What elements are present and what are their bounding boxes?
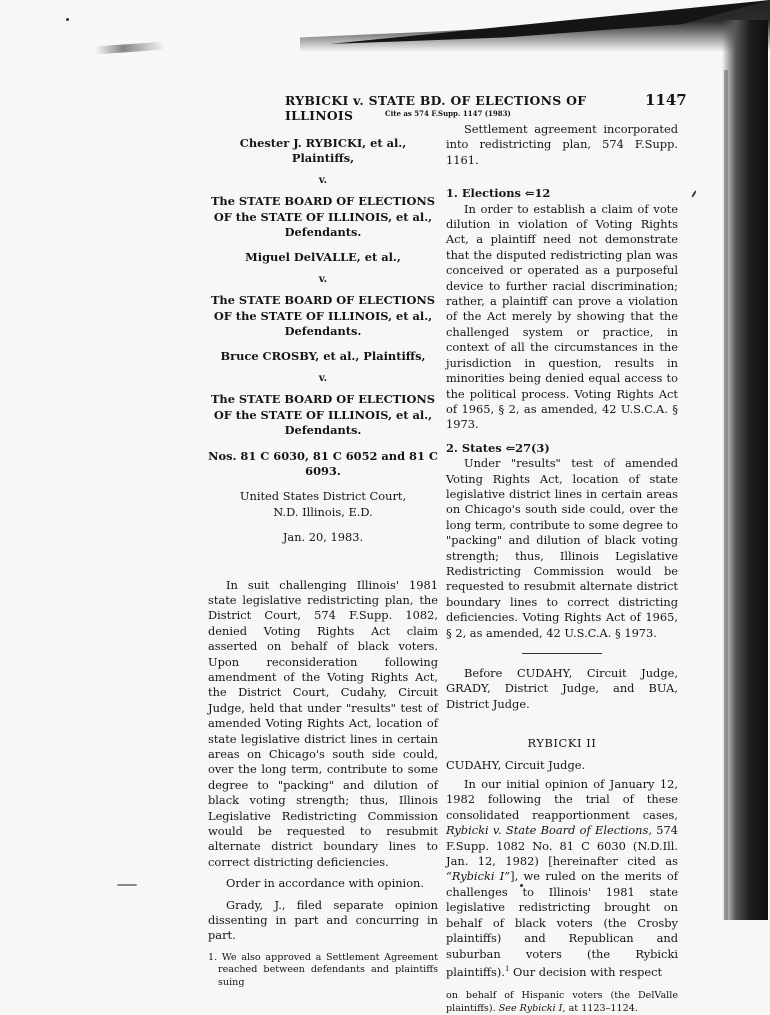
- headnote-label: 1. Elections ⇐12: [446, 186, 551, 201]
- footnote-1-continued: on behalf of Hispanic voters (the DelValle plaintiffs). See Rybicki I, at 1123–1124.: [446, 990, 678, 1014]
- opinion-title: RYBICKI II: [527, 736, 597, 751]
- running-head: RYBICKI v. STATE BD. OF ELECTIONS OF ILLINOIS: [285, 93, 587, 123]
- panel-judges: Before CUDAHY, Circuit Judge, GRADY, District Judge, and BUA, District Judge.: [446, 666, 678, 711]
- versus: v.: [318, 372, 328, 384]
- plaintiff-name: Chester J. RYBICKI, et al., Plaintiffs,: [239, 136, 407, 166]
- short-cite: “Rybicki I”: [446, 869, 511, 884]
- opinion-author: CUDAHY, Circuit Judge.: [446, 757, 586, 772]
- case-name: Rybicki v. State Board of Elections,: [446, 823, 652, 838]
- syllabus-settlement: Settlement agreement incorporated into redistricting plan, 574 F.Supp. 1161.: [446, 122, 678, 167]
- versus: v.: [318, 273, 328, 285]
- footnote-1-start: [208, 952, 438, 989]
- scan-smudge: [95, 42, 165, 55]
- decision-date: Jan. 20, 1983.: [282, 530, 364, 545]
- defendant-name: The STATE BOARD OF ELECTIONS OF the STATE OF ILLINOIS, et al., Defendants.: [210, 293, 436, 339]
- syllabus-separate-opinion: Grady, J., filed separate opinion dissenting in part and concurring in part.: [208, 897, 438, 943]
- court-name: United States District Court,: [239, 489, 407, 504]
- right-column: [446, 122, 678, 1015]
- scan-speck: [117, 884, 137, 886]
- footnote-text: We also approved a Settlement Agreement reached between defendants and plaintiffs suing: [218, 951, 438, 988]
- plaintiff-name: Bruce CROSBY, et al., Plaintiffs,: [220, 349, 426, 364]
- defendant-name: The STATE BOARD OF ELECTIONS OF the STATE OF ILLINOIS, et al., Defendants.: [210, 194, 436, 240]
- syllabus-summary: In suit challenging Illinois' 1981 state legislative redistricting plan, the District Court, 574 F.Supp. 1082, denied Voting Rights Act claim asserted on behalf of black voters. Upon reconsideration following amendment of the Voting Rights Act, the District Court, Cudahy, Circuit Judge, held that under "results" test of amended Voting Rights Act, location of state legislative district lines in certain areas on Chicago's south side could, over the long term, contribute to some degree to "packing" and dilution of black voting strength; thus, Illinois Legislative Redistricting Commission would be requested to resubmit alternate district boundary lines to correct districting deficiencies.: [208, 577, 438, 869]
- defendant-name: The STATE BOARD OF ELECTIONS OF the STATE OF ILLINOIS, et al., Defendants.: [210, 392, 436, 438]
- footnote-marker: 1.: [208, 951, 218, 963]
- scan-speck: [66, 18, 69, 21]
- citation-line: Cite as 574 F.Supp. 1147 (1983): [385, 109, 511, 118]
- scan-shadow-right: [722, 20, 768, 920]
- versus: v.: [318, 174, 328, 186]
- court-district: N.D. Illinois, E.D.: [273, 504, 373, 519]
- section-divider: [522, 653, 602, 654]
- syllabus-order: Order in accordance with opinion.: [226, 876, 425, 891]
- page-number: 1147: [645, 91, 687, 109]
- scan-binding-line: [724, 70, 728, 920]
- plaintiff-name: Miguel DelVALLE, et al.,: [245, 250, 401, 265]
- left-column: [208, 122, 438, 989]
- headnote-label: 2. States ⇐27(3): [446, 440, 550, 455]
- headnote-text: In order to establish a claim of vote dilution in violation of Voting Rights Act, a plaintiff need not demonstrate that the disputed redistricting plan was conceived or operated as a purposeful device to further racial discrimination; rather, a plaintiff can prove a violation of the Act merely by showing that the challenged system or practice, in context of all the circumstances in the jurisdiction in question, results in minorities being denied equal access to the political process. Voting Rights Act of 1965, § 2, as amended, 42 U.S.C.A. § 1973.: [446, 201, 678, 432]
- scan-speck: [691, 190, 697, 198]
- docket-numbers: Nos. 81 C 6030, 81 C 6052 and 81 C 6093.: [208, 448, 438, 478]
- opinion-paragraph: In our initial opinion of January 12, 1982 following the trial of these consolidated reapportionment cases, Rybicki v. State Board of Elections, 574 F.Supp. 1082 No. 81 C 6030 (N.D.Ill. Jan. 12, 1982) [hereinafter cited as “Rybicki I”], we ruled on the merits of challenges to Illinois' 1981 state legislative redistricting brought on behalf of black voters (the Crosby plaintiffs) and Republican and suburban voters (the Rybicki plaintiffs).$^1$ Our decision with respect: [446, 777, 679, 979]
- footnote-ref: 1: [504, 964, 510, 973]
- headnote-text: Under "results" test of amended Voting Rights Act, location of state legislative district lines in certain areas on Chicago's south side could, over the long term, contribute to some degree to "packing" and dilution of black voting strength; thus, Illinois Legislative Redistricting Commission would be requested to resubmit alternate district boundary lines to correct districting deficiencies. Voting Rights Act of 1965, § 2, as amended, 42 U.S.C.A. § 1973.: [446, 456, 678, 640]
